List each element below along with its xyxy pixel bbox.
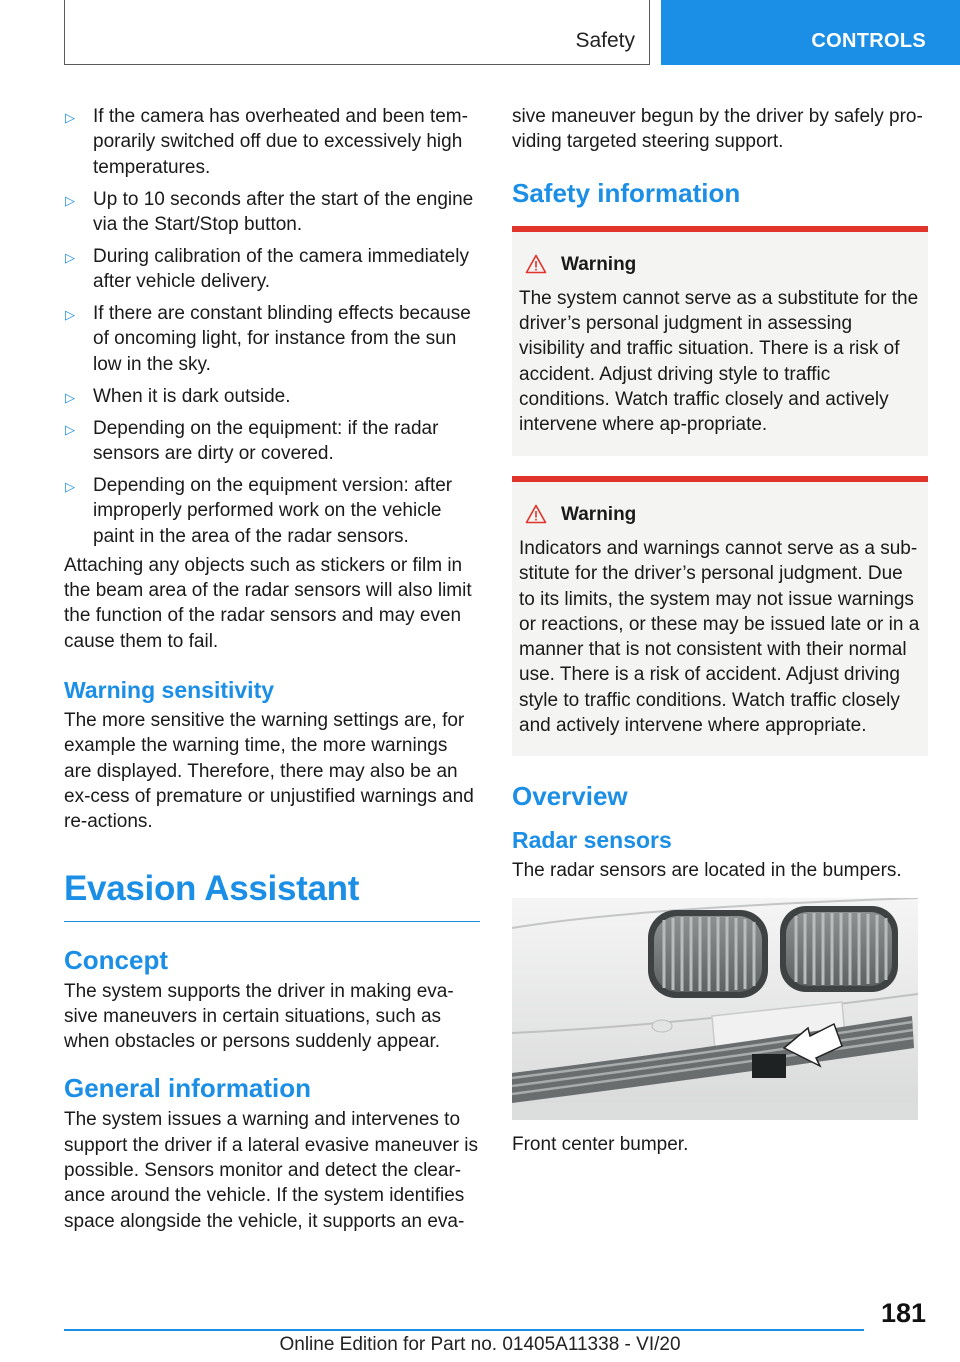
list-item: ▷ Up to 10 seconds after the start of the engine via the Start/Stop button.	[65, 188, 474, 235]
concept-heading: Concept	[64, 944, 168, 975]
triangle-bullet-icon: ▷	[65, 421, 75, 437]
warning-box	[512, 226, 928, 456]
triangle-bullet-icon: ▷	[65, 307, 75, 323]
bullet-list	[64, 104, 480, 549]
triangle-bullet-icon: ▷	[65, 110, 75, 125]
warning-text: The system cannot serve as a substitute for the driver’s personal judgment in assessing visibility and traffic situation. There is a risk of accident. Adjust driving style to traffic conditions. Watch traffic closely and actively intervene where ap‐propriate.	[519, 287, 919, 436]
warning-triangle-icon	[525, 504, 547, 524]
footer-divider	[64, 1329, 864, 1331]
list-item: ▷ During calibration of the camera immediately after vehicle delivery.	[65, 245, 469, 293]
list-item: ▷ If there are constant blinding effects because of oncoming light, for instance from the sun low in the sky.	[65, 303, 471, 375]
warning-sensitivity-heading: Warning sensitivity	[64, 677, 275, 704]
radar-sensors-paragraph: The radar sensors are located in the bumpers.	[512, 860, 902, 882]
warning-text: Indicators and warnings cannot serve as a sub‐stitute for the driver’s personal judgment. Due to its limits, the system may not issue warnings or reactions, or these may be issued late or in a manner that is not consistent with their normal use. There is a risk of accident. Adjust driving style to traffic conditions. Watch traffic closely and actively intervene where appropriate.	[519, 537, 920, 737]
continued-paragraph: sive maneuver begun by the driver by safely pro‐viding targeted steering support.	[512, 106, 923, 153]
triangle-bullet-icon: ▷	[65, 389, 75, 405]
radar-sensors-heading: Radar sensors	[512, 827, 672, 854]
concept-paragraph: The system supports the driver in making eva‐sive maneuvers in certain situations, such as when obstacles or persons suddenly appear.	[64, 980, 454, 1053]
triangle-bullet-icon: ▷	[65, 249, 75, 265]
warning-label: Warning	[561, 503, 637, 525]
triangle-bullet-icon: ▷	[65, 478, 75, 494]
list-item: ▷ Depending on the equipment version: after improperly performed work on the vehicle paint in the area of the radar sensors.	[65, 474, 453, 547]
left-column	[64, 104, 480, 1234]
image-caption: Front center bumper.	[512, 1133, 689, 1155]
warning-label: Warning	[561, 253, 637, 275]
list-item: ▷ Depending on the equipment: if the radar sensors are dirty or covered.	[65, 417, 439, 464]
header-frame	[64, 0, 650, 65]
overview-heading: Overview	[512, 781, 628, 812]
warning-header	[525, 252, 922, 277]
warning-triangle-icon	[525, 254, 547, 274]
page-number: 181	[880, 1298, 926, 1328]
header-chapter-tab	[661, 0, 960, 65]
warning-box	[512, 476, 928, 757]
footer-edition-text: Online Edition for Part no. 01405A11338 - VI/20	[279, 1334, 681, 1355]
car-front-illustration	[512, 898, 918, 1120]
chapter-title: Evasion Assistant	[64, 867, 480, 922]
safety-information-heading: Safety information	[512, 177, 741, 208]
warning-sensitivity-paragraph: The more sensitive the warning settings are, for example the warning time, the more warnings are displayed. Therefore, there may also be an ex‐cess of premature or unjustified warnings and re‐actions.	[64, 710, 474, 833]
general-information-heading: General information	[64, 1073, 312, 1104]
header-section-title: Safety	[575, 29, 635, 52]
list-item: ▷ If the camera has overheated and been tem‐porarily switched off due to excessively high temperatures.	[65, 106, 468, 178]
triangle-bullet-icon: ▷	[65, 192, 75, 208]
attaching-objects-paragraph: Attaching any objects such as stickers or film in the beam area of the radar sensors will also limit the function of the radar sensors and may even cause them to fail.	[64, 554, 472, 652]
warning-header	[525, 502, 922, 527]
list-item: ▷ When it is dark outside.	[64, 384, 480, 409]
right-column	[512, 104, 928, 1157]
header-chapter-label: CONTROLS	[811, 30, 926, 52]
general-information-paragraph: The system issues a warning and intervenes to support the driver if a lateral evasive maneuver is possible. Sensors monitor and detect the clear‐ance around the vehicle. If the system identifies space alongside the vehicle, it supports an eva‐	[64, 1109, 478, 1232]
front-bumper-image	[512, 898, 918, 1120]
